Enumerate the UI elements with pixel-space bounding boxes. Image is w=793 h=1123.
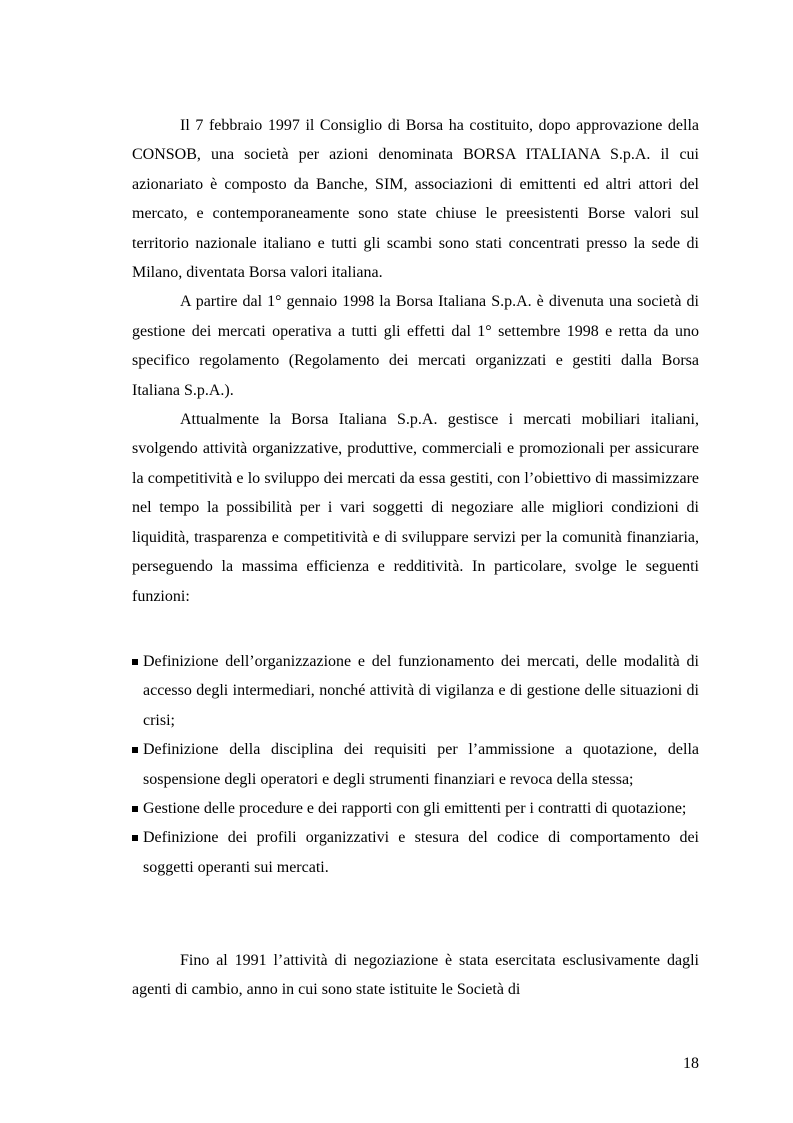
square-bullet-icon: [132, 747, 138, 753]
list-item: [132, 823, 699, 882]
square-bullet-icon: [132, 835, 138, 841]
paragraph: A partire dal 1° gennaio 1998 la Borsa Italiana S.p.A. è divenuta una società di gestione dei mercati operativa a tutti gli effetti dal 1° settembre 1998 e retta da uno specifico regolamento (Regolamento dei mercati organizzati e gestiti dalla Borsa Italiana S.p.A.).: [132, 293, 699, 399]
list-item-text: Definizione dei profili organizzativi e stesura del codice di comportamento dei soggetti operanti sui mercati.: [143, 829, 699, 876]
list-item-text: Definizione della disciplina dei requisiti per l’ammissione a quotazione, della sospensione degli operatori e degli strumenti finanziari e revoca della stessa;: [143, 741, 699, 788]
list-item: [132, 647, 699, 735]
intro-text: [132, 111, 699, 611]
paragraph: Il 7 febbraio 1997 il Consiglio di Borsa ha costituito, dopo approvazione della CONSOB, una società per azioni denominata BORSA ITALIANA S.p.A. il cui azionariato è composto da Banche, SIM, associazioni di emittenti ed altri attori del mercato, e contemporaneamente sono state chiuse le preesistenti Borse valori sul territorio nazionale italiano e tutti gli scambi sono stati concentrati presso la sede di Milano, diventata Borsa valori italiana.: [132, 117, 699, 282]
page-number: 18: [683, 1055, 699, 1072]
square-bullet-icon: [132, 806, 138, 812]
paragraph: Fino al 1991 l’attività di negoziazione è stata esercitata esclusivamente dagli agenti di cambio, anno in cui sono state istituite le Società di: [132, 952, 699, 999]
list-item: [132, 794, 699, 823]
list-item-text: Gestione delle procedure e dei rapporti con gli emittenti per i contratti di quotazione;: [143, 800, 687, 818]
functions-list: [132, 647, 699, 882]
list-item: [132, 735, 699, 794]
closing-text: [132, 946, 699, 1005]
paragraph: Attualmente la Borsa Italiana S.p.A. gestisce i mercati mobiliari italiani, svolgendo attività organizzative, produttive, commerciali e promozionali per assicurare la competitività e lo sviluppo dei mercati da essa gestiti, con l’obiettivo di massimizzare nel tempo la possibilità per i vari soggetti di negoziare alle migliori condizioni di liquidità, trasparenza e competitività e di sviluppare servizi per la comunità finanziaria, perseguendo la massima efficienza e redditività. In particolare, svolge le seguenti funzioni:: [132, 411, 699, 605]
square-bullet-icon: [132, 659, 138, 665]
list-item-text: Definizione dell’organizzazione e del funzionamento dei mercati, delle modalità di accesso degli intermediari, nonché attività di vigilanza e di gestione delle situazioni di crisi;: [143, 653, 699, 729]
